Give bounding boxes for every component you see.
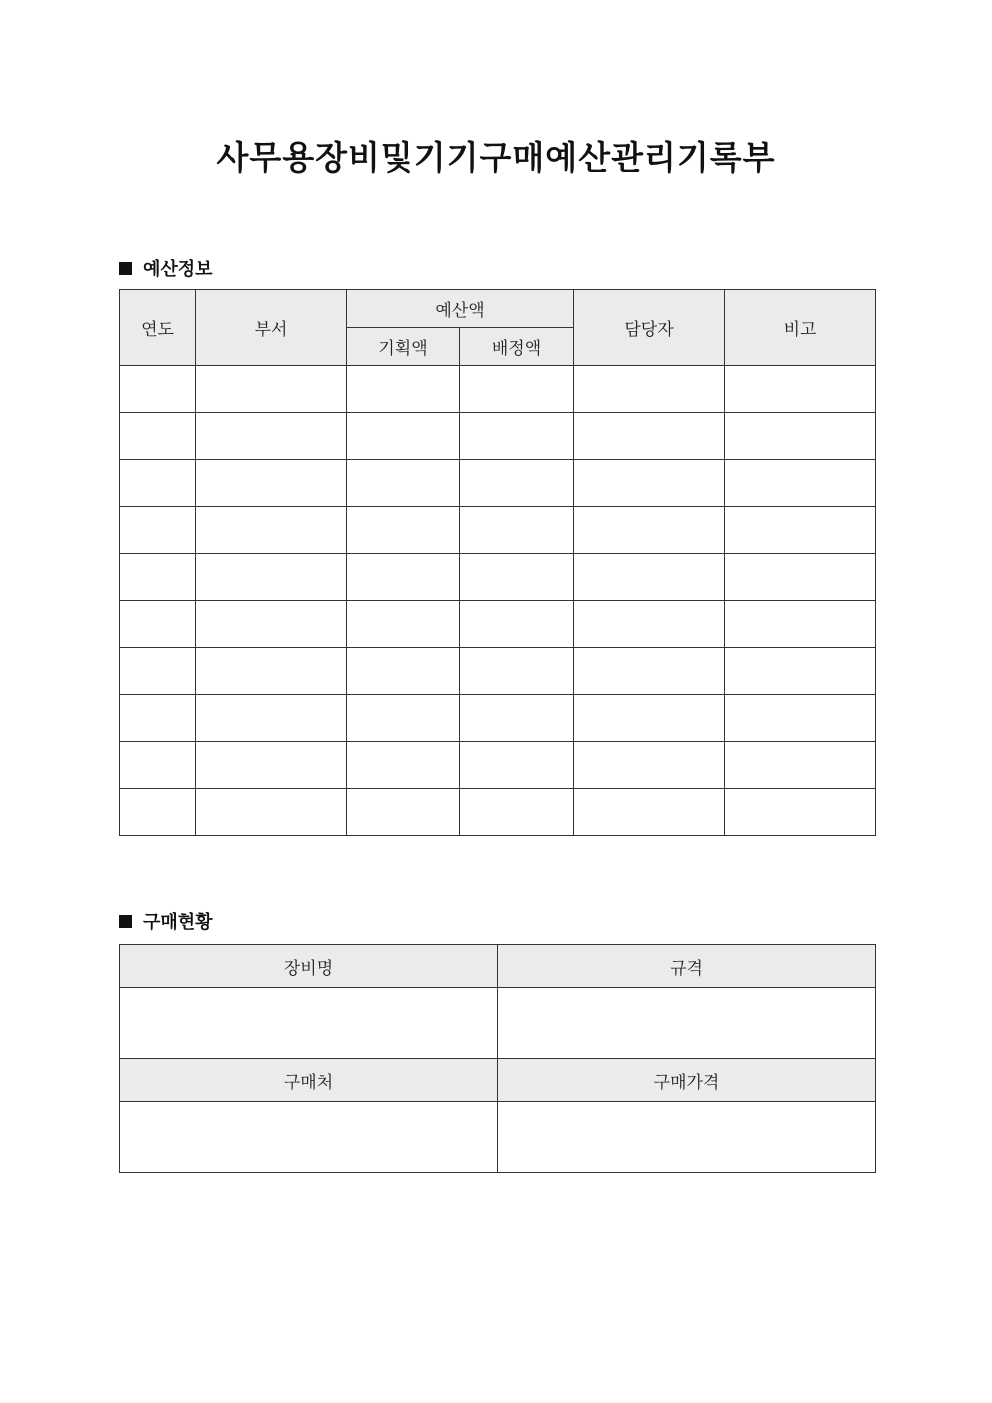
remarks-cell[interactable] — [725, 413, 876, 460]
allocated-amount-cell[interactable] — [460, 460, 574, 507]
department-cell[interactable] — [196, 742, 347, 789]
equipment-name-cell[interactable] — [120, 988, 498, 1059]
table-row — [120, 695, 876, 742]
planned-amount-cell[interactable] — [347, 601, 460, 648]
purchase-status-table — [119, 944, 876, 1173]
table-row — [120, 460, 876, 507]
allocated-amount-cell[interactable] — [460, 742, 574, 789]
allocated-amount-cell[interactable] — [460, 554, 574, 601]
manager-cell[interactable] — [574, 789, 725, 836]
document-title: 사무용장비및기기구매예산관리기록부 — [216, 138, 776, 177]
planned-amount-cell[interactable] — [347, 507, 460, 554]
table-row — [120, 507, 876, 554]
manager-cell[interactable] — [574, 742, 725, 789]
planned-amount-cell[interactable] — [347, 695, 460, 742]
department-cell[interactable] — [196, 648, 347, 695]
allocated-amount-cell[interactable] — [460, 366, 574, 413]
manager-cell[interactable] — [574, 507, 725, 554]
budget-info-table — [119, 289, 876, 836]
remarks-cell[interactable] — [725, 742, 876, 789]
square-bullet-icon — [119, 915, 132, 928]
budget-section-heading — [119, 255, 213, 281]
planned-amount-cell[interactable] — [347, 742, 460, 789]
department-cell[interactable] — [196, 460, 347, 507]
remarks-cell[interactable] — [725, 366, 876, 413]
year-cell[interactable] — [120, 366, 196, 413]
header-equipment-name: 장비명 — [120, 945, 498, 988]
header-specification: 규격 — [498, 945, 876, 988]
allocated-amount-cell[interactable] — [460, 648, 574, 695]
square-bullet-icon — [119, 262, 132, 275]
year-cell[interactable] — [120, 789, 196, 836]
purchase-section-heading — [119, 908, 213, 934]
allocated-amount-cell[interactable] — [460, 413, 574, 460]
table-row — [120, 648, 876, 695]
remarks-cell[interactable] — [725, 554, 876, 601]
purchase-section-label: 구매현황 — [143, 912, 213, 933]
year-cell[interactable] — [120, 413, 196, 460]
vendor-cell[interactable] — [120, 1102, 498, 1173]
allocated-amount-cell[interactable] — [460, 601, 574, 648]
planned-amount-cell[interactable] — [347, 366, 460, 413]
manager-cell[interactable] — [574, 601, 725, 648]
manager-cell[interactable] — [574, 648, 725, 695]
year-cell[interactable] — [120, 601, 196, 648]
manager-cell[interactable] — [574, 554, 725, 601]
planned-amount-cell[interactable] — [347, 554, 460, 601]
allocated-amount-cell[interactable] — [460, 507, 574, 554]
department-cell[interactable] — [196, 507, 347, 554]
department-cell[interactable] — [196, 601, 347, 648]
purchase-price-cell[interactable] — [498, 1102, 876, 1173]
department-cell[interactable] — [196, 413, 347, 460]
table-row — [120, 789, 876, 836]
col-header-department: 부서 — [196, 290, 347, 366]
budget-table-body — [120, 366, 876, 836]
year-cell[interactable] — [120, 507, 196, 554]
col-header-budget-amount: 예산액 — [347, 290, 574, 328]
department-cell[interactable] — [196, 695, 347, 742]
table-row — [120, 601, 876, 648]
allocated-amount-cell[interactable] — [460, 695, 574, 742]
manager-cell[interactable] — [574, 695, 725, 742]
table-row — [120, 554, 876, 601]
planned-amount-cell[interactable] — [347, 648, 460, 695]
manager-cell[interactable] — [574, 366, 725, 413]
planned-amount-cell[interactable] — [347, 413, 460, 460]
year-cell[interactable] — [120, 554, 196, 601]
budget-section-label: 예산정보 — [143, 259, 213, 280]
year-cell[interactable] — [120, 742, 196, 789]
remarks-cell[interactable] — [725, 460, 876, 507]
col-header-allocated-amount: 배정액 — [460, 328, 574, 366]
remarks-cell[interactable] — [725, 648, 876, 695]
table-row — [120, 742, 876, 789]
planned-amount-cell[interactable] — [347, 789, 460, 836]
department-cell[interactable] — [196, 789, 347, 836]
col-header-planned-amount: 기획액 — [347, 328, 460, 366]
year-cell[interactable] — [120, 648, 196, 695]
specification-cell[interactable] — [498, 988, 876, 1059]
table-row — [120, 366, 876, 413]
manager-cell[interactable] — [574, 460, 725, 507]
remarks-cell[interactable] — [725, 789, 876, 836]
header-vendor: 구매처 — [120, 1059, 498, 1102]
remarks-cell[interactable] — [725, 507, 876, 554]
year-cell[interactable] — [120, 460, 196, 507]
planned-amount-cell[interactable] — [347, 460, 460, 507]
col-header-year: 연도 — [120, 290, 196, 366]
remarks-cell[interactable] — [725, 695, 876, 742]
department-cell[interactable] — [196, 366, 347, 413]
allocated-amount-cell[interactable] — [460, 789, 574, 836]
manager-cell[interactable] — [574, 413, 725, 460]
header-purchase-price: 구매가격 — [498, 1059, 876, 1102]
remarks-cell[interactable] — [725, 601, 876, 648]
year-cell[interactable] — [120, 695, 196, 742]
department-cell[interactable] — [196, 554, 347, 601]
col-header-manager: 담당자 — [574, 290, 725, 366]
col-header-remarks: 비고 — [725, 290, 876, 366]
table-row — [120, 413, 876, 460]
